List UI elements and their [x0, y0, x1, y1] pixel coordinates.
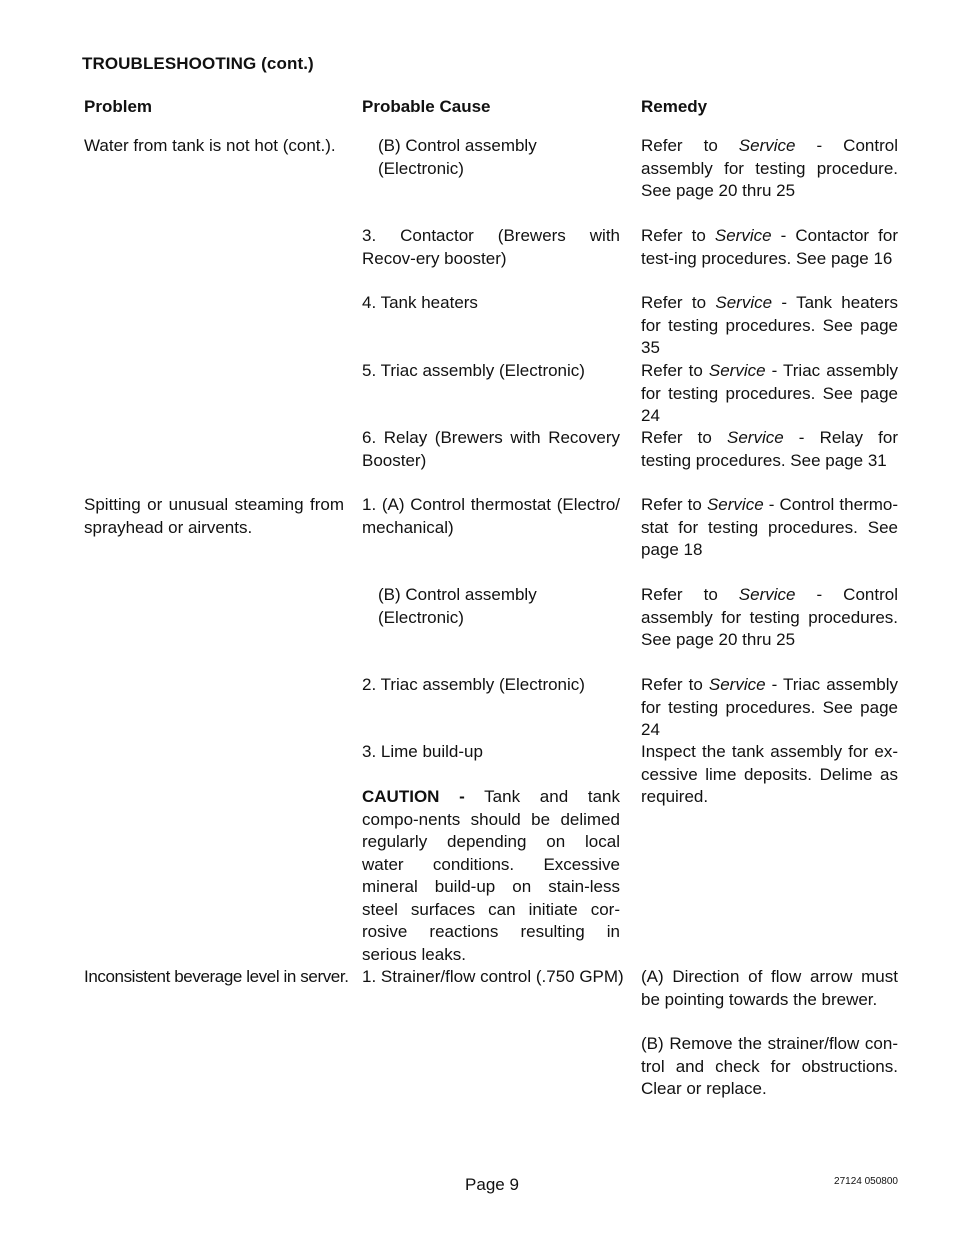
cause-text: 1. (A) Control thermostat (Electro/ mechanical)	[362, 495, 620, 537]
column-header-remedy: Remedy	[641, 97, 708, 116]
cause-text: 4. Tank heaters	[362, 293, 478, 312]
cause-text: 3. Lime build-up	[362, 742, 483, 761]
cause-text: 5. Triac assembly (Electronic)	[362, 361, 585, 380]
section-heading: TROUBLESHOOTING (cont.)	[82, 54, 314, 73]
remedy-text: Refer to Service - Control assembly for testing procedures. See page 20 thru 25	[641, 585, 898, 649]
remedy-text: Refer to Service - Control thermo-stat for testing procedures. See page 18	[641, 495, 899, 559]
problem-text: Water from tank is not hot (cont.).	[84, 136, 336, 155]
cause-text: 2. Triac assembly (Electronic)	[362, 675, 585, 694]
remedy-text: (B) Remove the strainer/flow con-trol and check for obstructions. Clear or replace.	[641, 1034, 898, 1098]
cause-text: (B) Control assembly (Electronic)	[378, 585, 537, 627]
caution-note: CAUTION - Tank and tank compo-nents should be delimed regularly depending on local water conditions. Excessive mineral build-up on stain-less steel surfaces can initiate cor-rosive reactions resulting in serious leaks.	[362, 787, 620, 964]
remedy-text: Refer to Service - Triac assembly for testing procedures. See page 24	[641, 675, 898, 739]
cause-text: (B) Control assembly (Electronic)	[378, 136, 537, 178]
remedy-text: Refer to Service - Tank heaters for testing procedures. See page 35	[641, 293, 898, 357]
remedy-text: Refer to Service - Contactor for test-ing procedures. See page 16	[641, 226, 898, 268]
remedy-text: (A) Direction of flow arrow must be pointing towards the brewer.	[641, 967, 898, 1009]
problem-text: Spitting or unusual steaming from sprayhead or airvents.	[84, 495, 344, 537]
remedy-text: Refer to Service - Triac assembly for testing procedures. See page 24	[641, 361, 898, 425]
cause-text: 6. Relay (Brewers with Recovery Booster)	[362, 428, 620, 470]
column-header-cause: Probable Cause	[362, 97, 491, 116]
remedy-text: Refer to Service - Relay for testing procedures. See page 31	[641, 428, 898, 470]
remedy-text: Inspect the tank assembly for ex-cessive lime deposits. Delime as required.	[641, 742, 898, 806]
problem-text: Inconsistent beverage level in server.	[84, 967, 349, 986]
remedy-text: Refer to Service - Control assembly for testing procedure. See page 20 thru 25	[641, 136, 898, 200]
column-header-problem: Problem	[84, 97, 153, 116]
page-number: Page 9	[465, 1175, 519, 1194]
caution-label: CAUTION -	[362, 787, 465, 806]
document-code: 27124 050800	[834, 1176, 898, 1187]
cause-text: 1. Strainer/flow control (.750 GPM)	[362, 967, 624, 986]
cause-text: 3. Contactor (Brewers with Recov-ery booster)	[362, 226, 620, 268]
